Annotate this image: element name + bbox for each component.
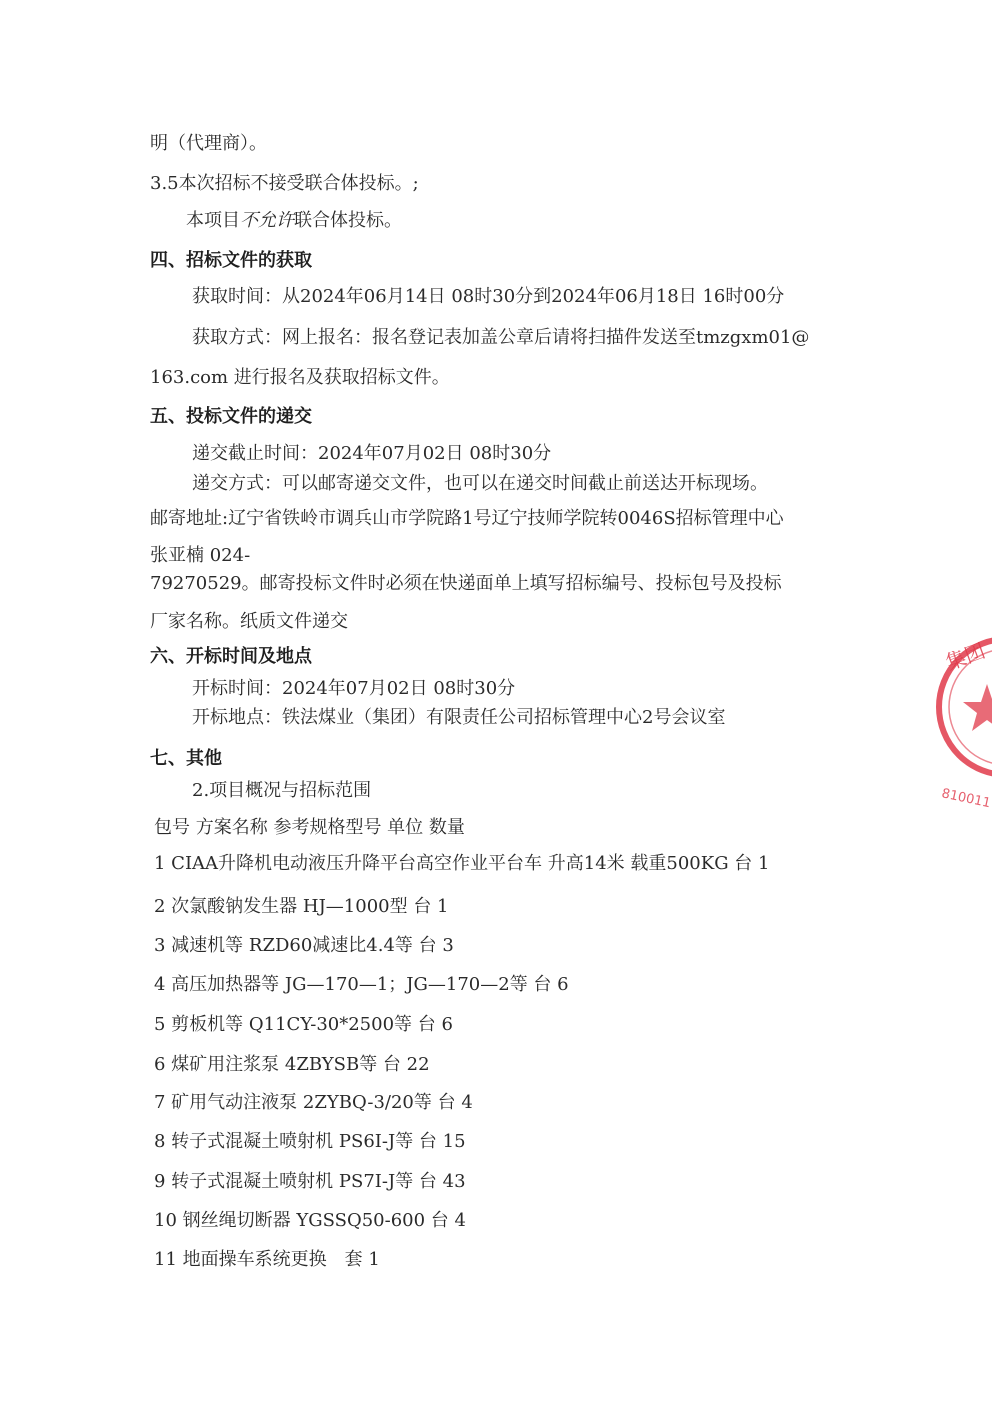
text-segment: 不允许 [240, 210, 294, 231]
seal-text: 集团 [942, 638, 989, 675]
text-line [186, 209, 402, 233]
text-line: 厂家名称。纸质文件递交 [150, 611, 348, 632]
list-item: 10 钢丝绳切断器 YGSSQ50-600 台 4 [154, 1210, 466, 1231]
list-item: 11 地面操车系统更换 套 1 [154, 1249, 380, 1270]
text-line: 79270529。邮寄投标文件时必须在快递面单上填写招标编号、投标包号及投标 [150, 573, 782, 594]
text-line: 163.com 进行报名及获取招标文件。 [150, 367, 450, 388]
text-segment: 本项目 [186, 210, 240, 231]
list-item: 5 剪板机等 Q11CY-30*2500等 台 6 [154, 1014, 453, 1035]
list-item: 6 煤矿用注浆泵 4ZBYSB等 台 22 [154, 1054, 430, 1075]
section-heading: 七、其他 [150, 748, 222, 769]
list-item: 4 高压加热器等 JG—170—1；JG—170—2等 台 6 [154, 974, 569, 995]
text-line: 开标地点：铁法煤业（集团）有限责任公司招标管理中心2号会议室 [192, 707, 726, 728]
text-line: 递交截止时间：2024年07月02日 08时30分 [192, 443, 552, 464]
list-item: 1 CIAA升降机电动液压升降平台高空作业平台车 升高14米 载重500KG 台 1 [154, 853, 770, 874]
list-item: 3 减速机等 RZD60减速比4.4等 台 3 [154, 935, 454, 956]
text-line: 获取方式：网上报名：报名登记表加盖公章后请将扫描件发送至tmzgxm01@ [192, 327, 810, 348]
section-heading: 五、投标文件的递交 [150, 406, 312, 427]
section-heading: 四、招标文件的获取 [150, 250, 312, 271]
text-line: 获取时间：从2024年06月14日 08时30分到2024年06月18日 16时00分 [192, 286, 785, 307]
list-item: 9 转子式混凝土喷射机 PS7I-J等 台 43 [154, 1171, 466, 1192]
text-line: 3.5本次招标不接受联合体投标。; [150, 173, 419, 194]
text-line: 张亚楠 024- [150, 545, 251, 566]
seal-code: 810011 [940, 786, 992, 812]
official-seal-stamp [935, 612, 992, 822]
text-line: 邮寄地址:辽宁省铁岭市调兵山市学院路1号辽宁技师学院转0046S招标管理中心 [150, 508, 784, 529]
list-item: 8 转子式混凝土喷射机 PS6I-J等 台 15 [154, 1131, 466, 1152]
list-item: 2 次氯酸钠发生器 HJ—1000型 台 1 [154, 896, 449, 917]
text-segment: 联合体投标。 [294, 210, 402, 231]
text-line: 开标时间：2024年07月02日 08时30分 [192, 678, 516, 699]
list-item: 7 矿用气动注液泵 2ZYBQ-3/20等 台 4 [154, 1092, 473, 1113]
section-heading: 六、开标时间及地点 [150, 646, 312, 667]
table-header: 包号 方案名称 参考规格型号 单位 数量 [154, 817, 465, 838]
text-line: 2.项目概况与招标范围 [192, 780, 372, 801]
text-line: 递交方式：可以邮寄递交文件，也可以在递交时间截止前送达开标现场。 [192, 473, 768, 494]
text-line: 明（代理商）。 [150, 133, 267, 154]
